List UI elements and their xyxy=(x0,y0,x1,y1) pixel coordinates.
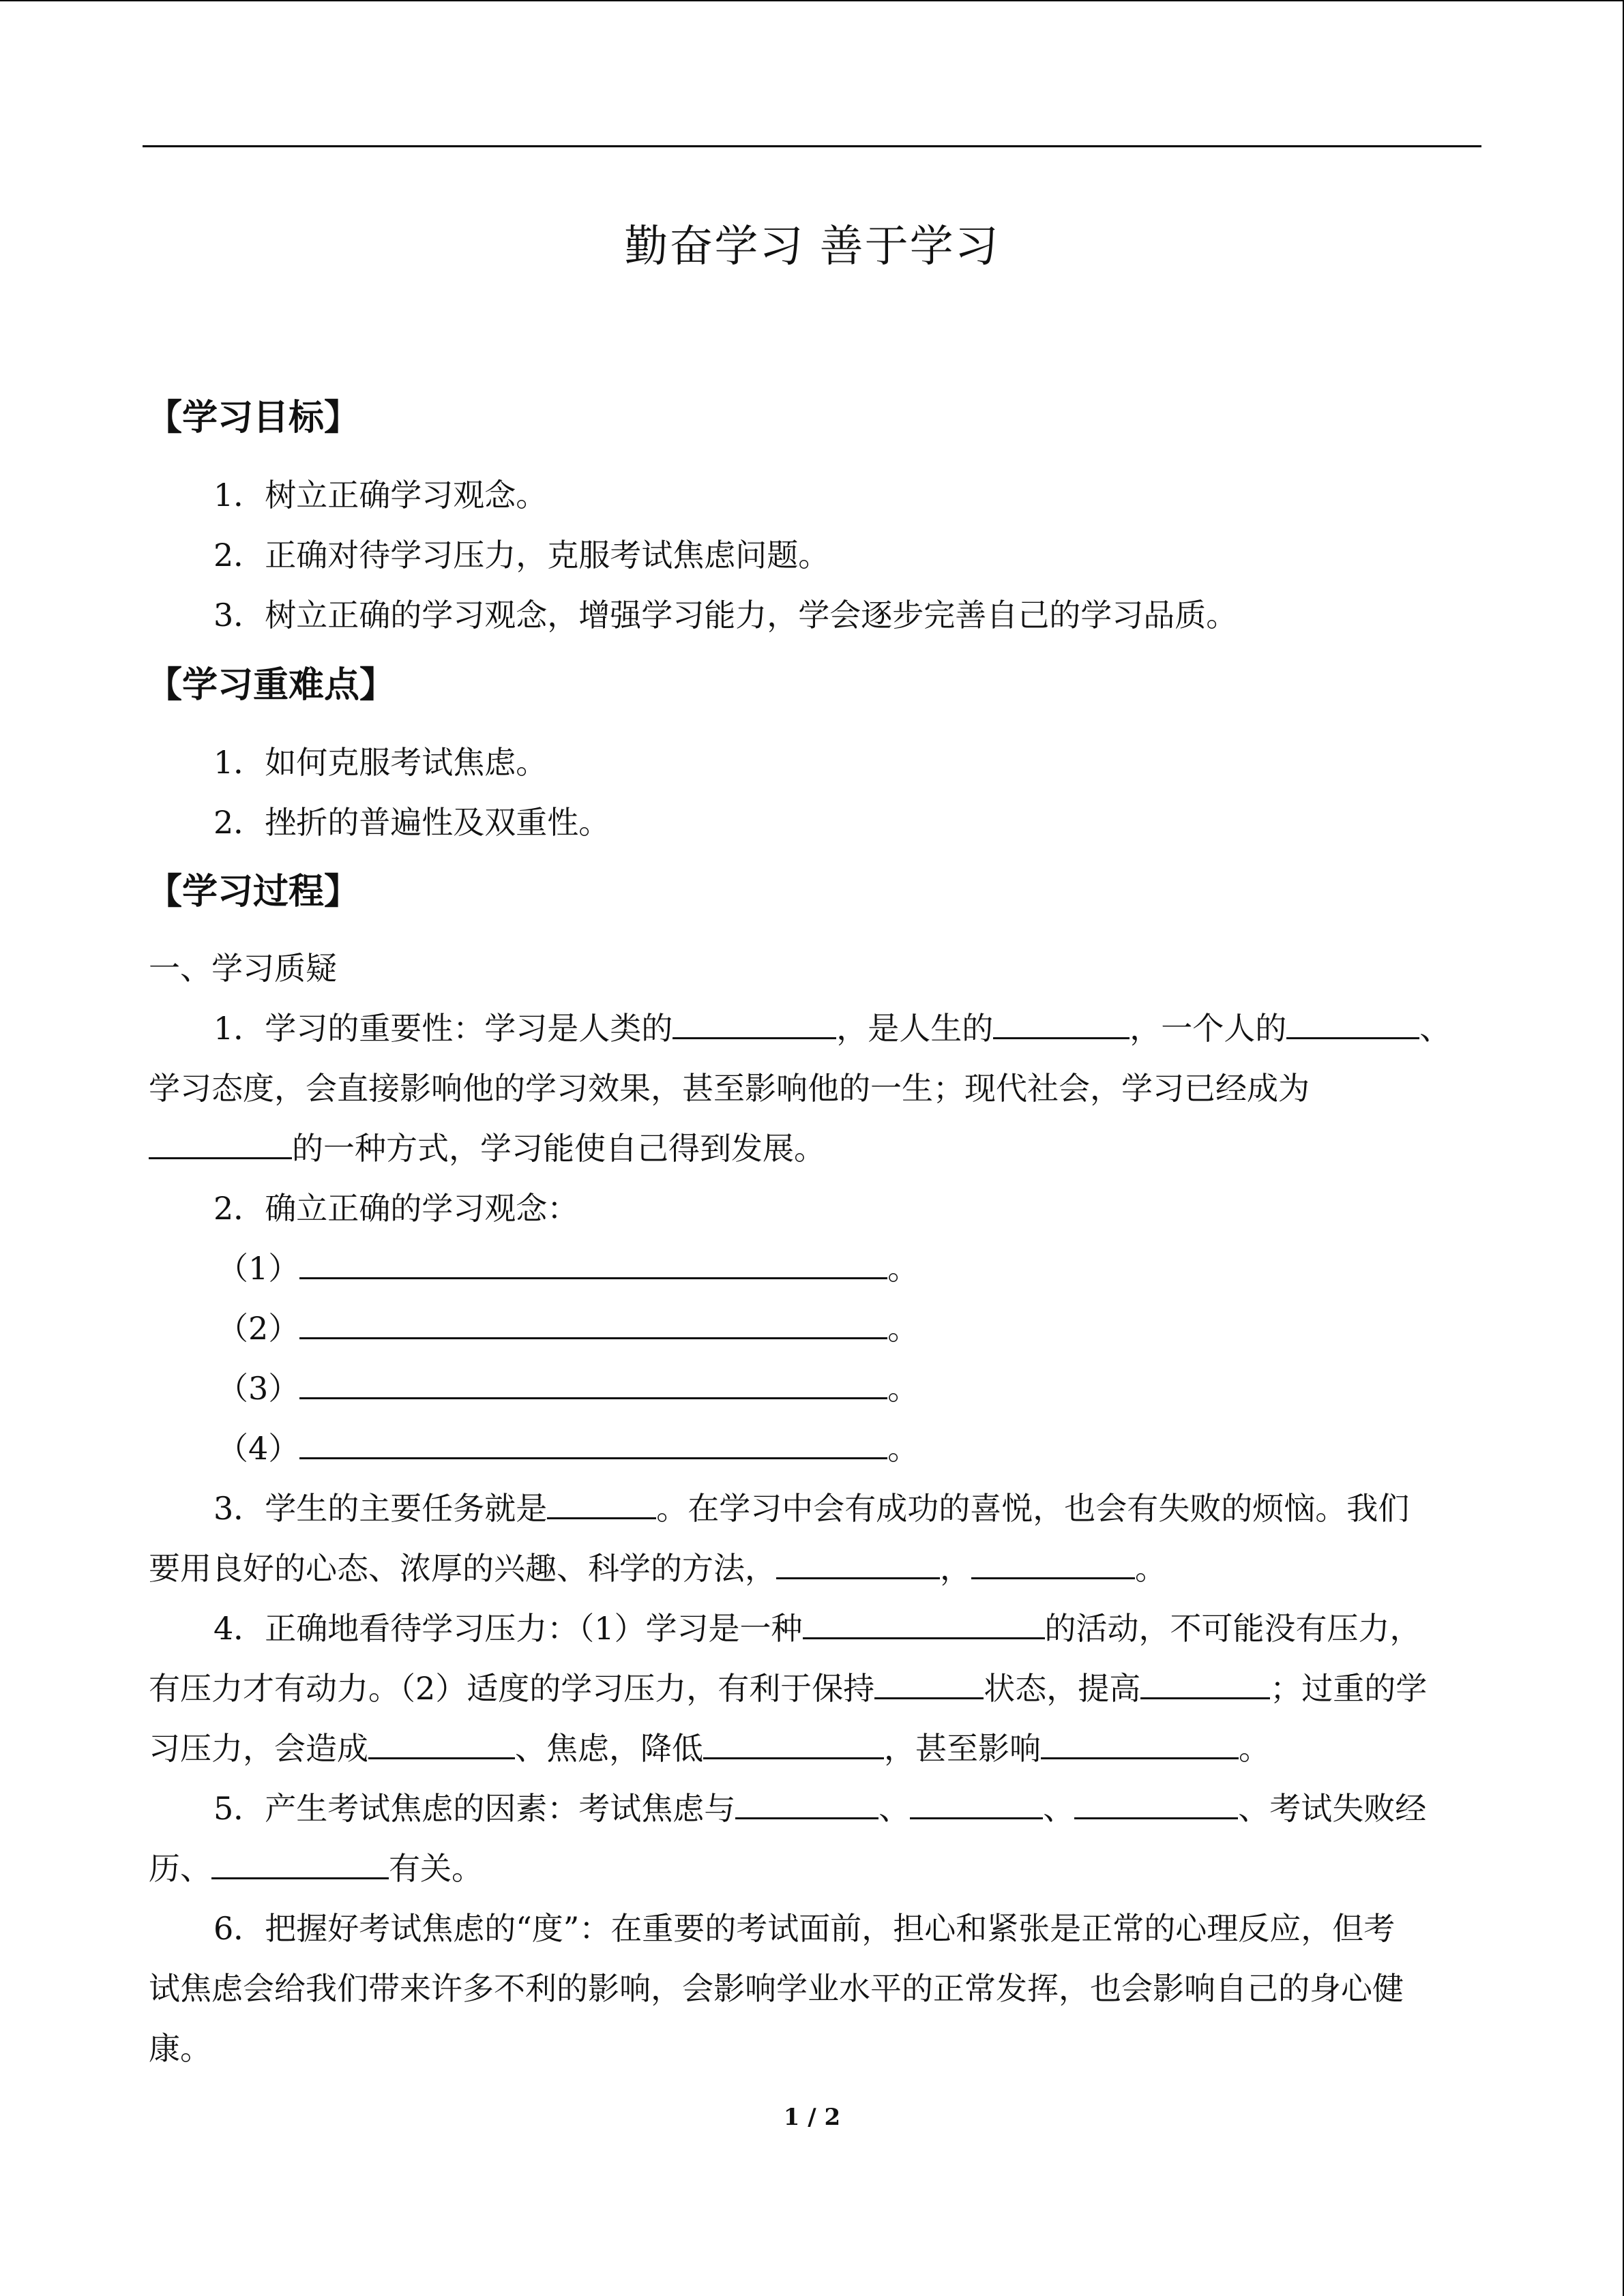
fill-blank[interactable] xyxy=(368,1730,515,1759)
question-1-line-1: 1．学习的重要性：学习是人类的 ，是人生的 ，一个人的 、 xyxy=(213,1010,1451,1047)
question-4-line-1: 4．正确地看待学习压力：（1）学习是一种 的活动，不可能没有压力， xyxy=(213,1610,1421,1647)
fill-blank[interactable] xyxy=(874,1670,984,1699)
header-rule xyxy=(143,145,1481,147)
question-4-line-3: 习压力，会造成 、焦虑，降低 ，甚至影响 。 xyxy=(149,1730,1270,1767)
fill-blank[interactable] xyxy=(971,1550,1135,1579)
heading-learning-process: 【学习过程】 xyxy=(147,871,360,912)
question-1-line-2: 学习态度，会直接影响他的学习效果，甚至影响他的一生；现代社会，学习已经成为 xyxy=(149,1070,1310,1107)
fill-blank[interactable] xyxy=(1286,1010,1419,1039)
heading-learning-goals: 【学习目标】 xyxy=(147,397,360,438)
question-3-line-1: 3．学生的主要任务就是 。在学习中会有成功的喜悦，也会有失败的烦恼。我们 xyxy=(213,1490,1410,1527)
key-item: 2．挫折的普遍性及双重性。 xyxy=(213,804,610,841)
question-2-item-2: （2） 。 xyxy=(217,1310,919,1347)
question-2-intro: 2．确立正确的学习观念： xyxy=(213,1190,579,1227)
fill-blank[interactable] xyxy=(673,1010,836,1039)
fill-blank[interactable] xyxy=(299,1310,887,1339)
heading-key-points: 【学习重难点】 xyxy=(147,664,396,706)
question-2-item-4: （4） 。 xyxy=(217,1430,919,1467)
question-2-item-3: （3） 。 xyxy=(217,1370,919,1407)
fill-blank[interactable] xyxy=(1140,1670,1270,1699)
fill-blank[interactable] xyxy=(299,1250,887,1279)
fill-blank[interactable] xyxy=(211,1850,389,1879)
question-1-line-3: 的一种方式，学习能使自己得到发展。 xyxy=(149,1129,825,1167)
question-3-line-2: 要用良好的心态、浓厚的兴趣、科学的方法， ， 。 xyxy=(149,1550,1166,1587)
fill-blank[interactable] xyxy=(735,1790,879,1819)
fill-blank[interactable] xyxy=(803,1610,1045,1639)
goal-item: 3．树立正确的学习观念，增强学习能力，学会逐步完善自己的学习品质。 xyxy=(213,597,1238,633)
fill-blank[interactable] xyxy=(776,1550,940,1579)
goal-item: 2．正确对待学习压力，克服考试焦虑问题。 xyxy=(213,537,830,573)
fill-blank[interactable] xyxy=(1074,1790,1238,1819)
fill-blank[interactable] xyxy=(910,1790,1043,1819)
page-number: 1 / 2 xyxy=(783,2104,841,2131)
question-2-item-1: （1） 。 xyxy=(217,1250,919,1287)
fill-blank[interactable] xyxy=(547,1490,656,1519)
fill-blank[interactable] xyxy=(1041,1730,1239,1759)
fill-blank[interactable] xyxy=(703,1730,884,1759)
process-subheading: 一、学习质疑 xyxy=(149,950,337,987)
question-4-line-2: 有压力才有动力。（2）适度的学习压力，有利于保持 状态，提高 ；过重的学 xyxy=(149,1670,1428,1707)
question-5-line-2: 历、 有关。 xyxy=(149,1850,483,1887)
goal-item: 1．树立正确学习观念。 xyxy=(213,477,548,513)
question-6-line-3: 康。 xyxy=(149,2030,211,2067)
fill-blank[interactable] xyxy=(299,1370,887,1399)
fill-blank[interactable] xyxy=(993,1010,1130,1039)
question-5-line-1: 5．产生考试焦虑的因素：考试焦虑与 、 、 、考试失败经 xyxy=(213,1790,1427,1827)
page-border-top xyxy=(0,0,1624,1)
document-title: 勤奋学习 善于学习 xyxy=(624,222,1000,272)
question-6-line-2: 试焦虑会给我们带来许多不利的影响，会影响学业水平的正常发挥，也会影响自己的身心健 xyxy=(149,1970,1404,2007)
key-item: 1．如何克服考试焦虑。 xyxy=(213,744,548,781)
fill-blank[interactable] xyxy=(149,1130,292,1159)
question-6-line-1: 6．把握好考试焦虑的“度”：在重要的考试面前，担心和紧张是正常的心理反应，但考 xyxy=(213,1910,1396,1947)
fill-blank[interactable] xyxy=(299,1430,887,1459)
